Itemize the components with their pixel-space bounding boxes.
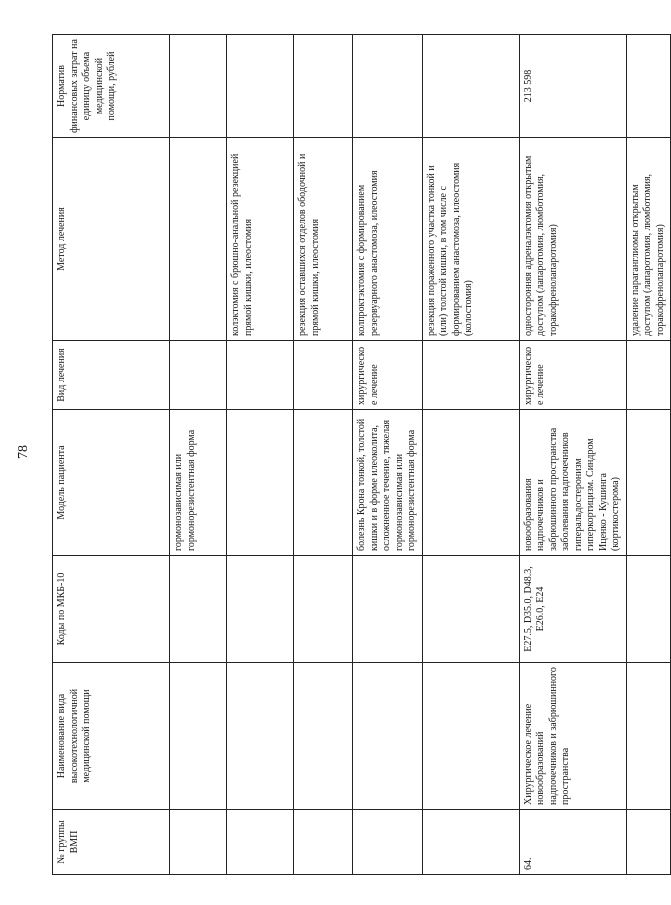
cell-patient-model: новообразования надпочечников и забрюшинного пространства заболевания надпочечников гиперальдостеронизм гиперкортицизм. Синдром Иценко - Кушинга (кортикостерома) [519, 410, 626, 556]
vmp-table [52, 34, 671, 875]
cell-mkb-codes [626, 556, 671, 663]
header-cost-norm: Норматив финансовых затрат на единицу объема медицинской помощи, рублей [53, 35, 170, 138]
cell-mkb-codes [353, 556, 423, 663]
cell-patient-model [227, 410, 294, 556]
table-row [353, 35, 423, 875]
table-row [422, 35, 519, 875]
cell-cost-norm [353, 35, 423, 138]
cell-treatment-method: резекция оставшихся отделов ободочной и прямой кишки, илеостомия [294, 138, 353, 341]
cell-treatment-type: хирургическое лечение [353, 341, 423, 410]
cell-treatment-type [626, 341, 671, 410]
cell-patient-model: гормонозависимая или гормонорезистентная форма [170, 410, 227, 556]
table-row [227, 35, 294, 875]
cell-mkb-codes [422, 556, 519, 663]
cell-vmp-name [294, 663, 353, 810]
page-number: 78 [16, 445, 31, 459]
cell-treatment-type: хирургическое лечение [519, 341, 626, 410]
cell-mkb-codes [227, 556, 294, 663]
cell-cost-norm [170, 35, 227, 138]
cell-treatment-method: колэктомия с брюшно-анальной резекцией прямой кишки, илеостомия [227, 138, 294, 341]
cell-cost-norm [626, 35, 671, 138]
cell-cost-norm [294, 35, 353, 138]
cell-vmp-name [626, 663, 671, 810]
cell-mkb-codes: E27.5, D35.0, D48.3, E26.0, E24 [519, 556, 626, 663]
cell-patient-model: болезнь Крона тонкой, толстой кишки и в форме илеоколита, осложненное течение, тяжелая гормонозависимая или гормонорезистентная форма [353, 410, 423, 556]
cell-treatment-method: колпроктэктомия с формированием резервуарного анастомоза, илеостомия [353, 138, 423, 341]
cell-treatment-method [170, 138, 227, 341]
table-row [519, 35, 626, 875]
cell-group-number: 64. [519, 810, 626, 875]
header-vmp-name: Наименование вида высокотехнологичной медицинской помощи [53, 663, 170, 810]
cell-vmp-name: Хирургическое лечение новообразований надпочечников и забрюшинного пространства [519, 663, 626, 810]
table-row [626, 35, 671, 875]
header-treatment-method: Метод лечения [53, 138, 170, 341]
cell-treatment-type [294, 341, 353, 410]
cell-patient-model [626, 410, 671, 556]
rotated-table-container [52, 35, 666, 875]
cell-group-number [170, 810, 227, 875]
cell-treatment-type [227, 341, 294, 410]
cell-treatment-method: односторонняя адреналэктомия открытым доступом (лапаротомия, люмботомия, торакофренолапаротомия) [519, 138, 626, 341]
cell-treatment-type [422, 341, 519, 410]
cell-patient-model [422, 410, 519, 556]
cell-cost-norm [422, 35, 519, 138]
cell-treatment-type [170, 341, 227, 410]
cell-vmp-name [353, 663, 423, 810]
header-mkb-codes: Коды по МКБ-10 [53, 556, 170, 663]
cell-vmp-name [170, 663, 227, 810]
cell-vmp-name [227, 663, 294, 810]
cell-treatment-method: удаление параганглиомы открытым доступом (лапаротомия, люмботомия, торакофренолапаротомия) [626, 138, 671, 341]
cell-mkb-codes [170, 556, 227, 663]
cell-treatment-method: резекция пораженного участка тонкой и (или) толстой кишки, в том числе с формированием анастомоза, илеостомия (колостомия) [422, 138, 519, 341]
cell-cost-norm: 213 598 [519, 35, 626, 138]
cell-mkb-codes [294, 556, 353, 663]
header-group-number: № группы ВМП [53, 810, 170, 875]
cell-group-number [353, 810, 423, 875]
table-row [170, 35, 227, 875]
cell-vmp-name [422, 663, 519, 810]
cell-patient-model [294, 410, 353, 556]
header-treatment-type: Вид лечения [53, 341, 170, 410]
cell-cost-norm [227, 35, 294, 138]
cell-group-number [227, 810, 294, 875]
table-row [294, 35, 353, 875]
cell-group-number [422, 810, 519, 875]
cell-group-number [626, 810, 671, 875]
cell-group-number [294, 810, 353, 875]
header-patient-model: Модель пациента [53, 410, 170, 556]
table-header-row [53, 35, 170, 875]
